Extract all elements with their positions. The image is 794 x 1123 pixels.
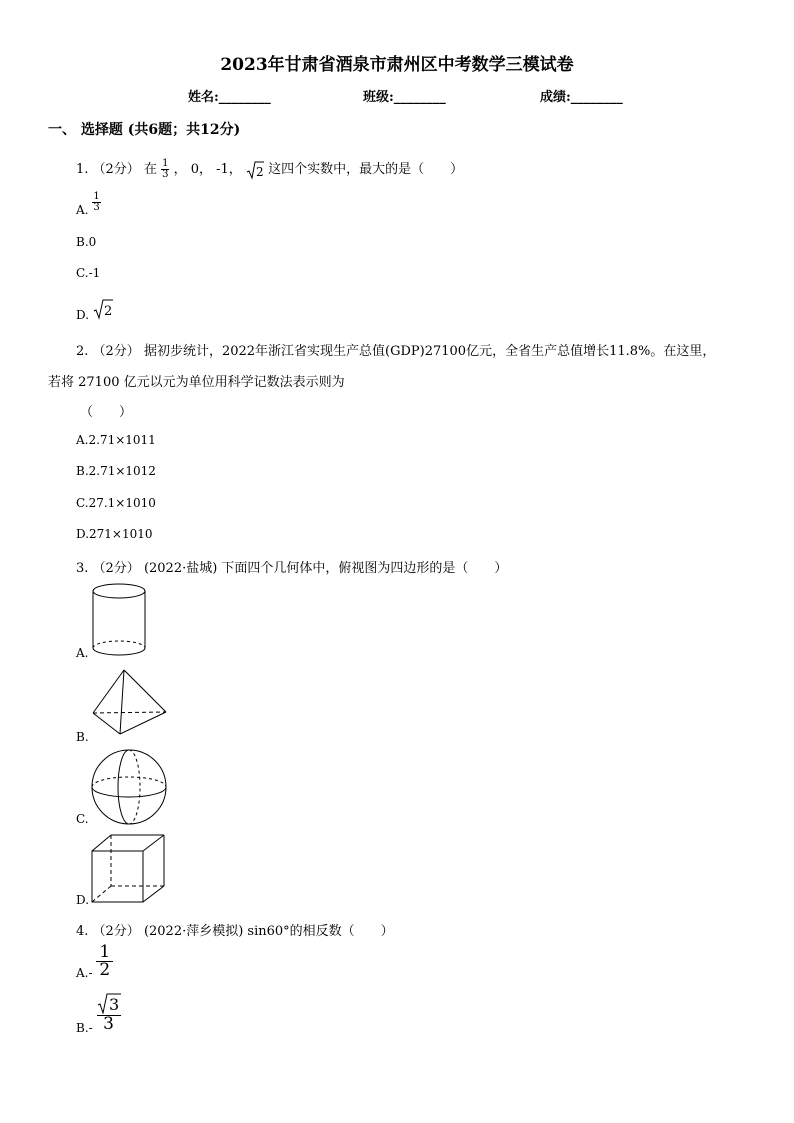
q4-opt-b-fraction (97, 992, 121, 1033)
q2-option-c[interactable]: C.27.1×1010 (76, 496, 156, 510)
q1-opt-a-label: A. (76, 203, 89, 217)
sphere-icon (90, 748, 170, 826)
q1-option-d[interactable] (76, 298, 113, 322)
q3-option-a[interactable]: A. (76, 646, 89, 660)
cylinder-icon (90, 582, 148, 660)
score-field: 成绩:________ (540, 90, 623, 105)
q4-opt-b-label: B.- (76, 1021, 93, 1035)
question-1 (76, 158, 463, 180)
q1-frac-num: 1 (162, 158, 169, 169)
class-field: 班级:________ (363, 90, 446, 105)
q1-suffix: 这四个实数中，最大的是（ ） (268, 162, 464, 177)
q1-option-a[interactable] (76, 192, 101, 217)
q1-opt-a-fraction (92, 192, 100, 213)
triangular-pyramid-icon (90, 668, 170, 742)
q1-option-b[interactable]: B.0 (76, 235, 97, 249)
name-field: 姓名:________ (188, 90, 271, 105)
q4-option-b[interactable] (76, 992, 121, 1035)
question-3: 3. （2分） (2022·盐城) 下面四个几何体中，俯视图为四边形的是（ ） (76, 561, 508, 576)
q4-opt-a-den: 2 (99, 960, 111, 980)
q4-option-a[interactable] (76, 944, 113, 980)
section-title: 一、 选择题 (共6题；共12分) (48, 122, 241, 138)
q4-opt-b-sqrt: 3 (108, 995, 119, 1014)
q1-sqrt (246, 160, 264, 180)
q1-opt-a-num: 1 (93, 191, 100, 202)
page-title: 2023年甘肃省酒泉市肃州区中考数学三模试卷 (220, 55, 574, 75)
q4-opt-a-label: A.- (76, 966, 93, 980)
q1-mid: ， 0， -1， (173, 162, 242, 177)
cube-icon (90, 832, 170, 906)
sqrt-symbol-icon (246, 160, 264, 180)
sqrt-symbol-icon (93, 298, 113, 320)
question-2-line-1: 2. （2分） 据初步统计，2022年浙江省实现生产总值(GDP)27100亿元，全省生产总值增长11.8%。在这里， (76, 344, 716, 359)
q2-option-b[interactable]: B.2.71×1012 (76, 464, 156, 478)
q3-option-d[interactable]: D. (76, 893, 90, 907)
q1-fraction (161, 159, 169, 180)
q1-prefix: 1. （2分） 在 (76, 162, 157, 177)
sqrt-symbol-icon (97, 992, 121, 1014)
q4-opt-a-num: 1 (96, 944, 113, 962)
q3-option-c[interactable]: C. (76, 812, 89, 826)
q4-opt-b-den: 3 (103, 1014, 114, 1034)
q4-opt-b-num (97, 992, 121, 1016)
q2-option-a[interactable]: A.2.71×1011 (76, 433, 156, 447)
q1-frac-den: 3 (162, 169, 169, 180)
q3-option-b[interactable]: B. (76, 730, 89, 744)
q1-sqrt-arg: 2 (255, 164, 264, 179)
question-4: 4. （2分） (2022·萍乡模拟) sin60°的相反数（ ） (76, 924, 394, 939)
q1-option-c[interactable]: C.-1 (76, 266, 101, 280)
q1-opt-d-label: D. (76, 307, 90, 322)
q4-opt-a-fraction (96, 944, 113, 979)
question-2-line-3: （ ） (80, 405, 133, 420)
question-2-line-2: 若将 27100 亿元以元为单位用科学记数法表示则为 (48, 375, 345, 390)
q1-opt-d-sqrt: 2 (103, 304, 113, 319)
q2-option-d[interactable]: D.271×1010 (76, 527, 153, 541)
q1-opt-a-den: 3 (93, 202, 100, 213)
